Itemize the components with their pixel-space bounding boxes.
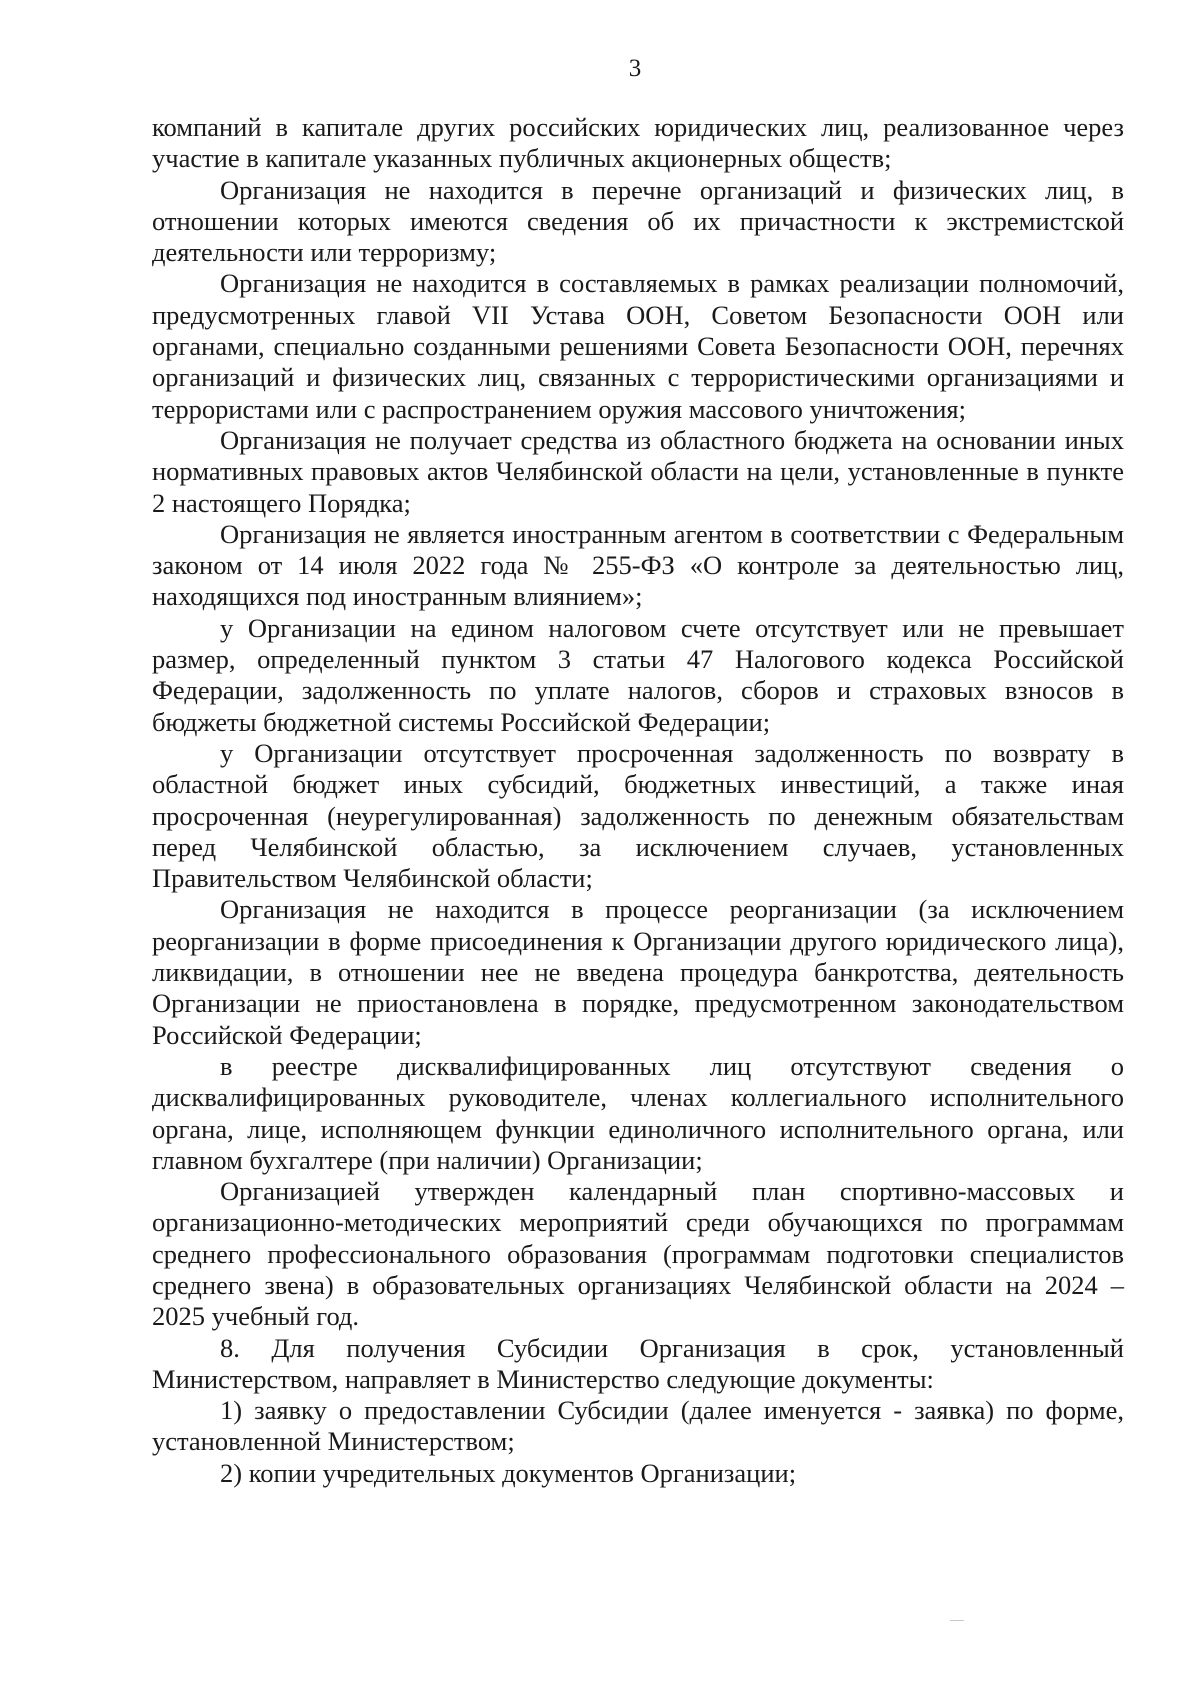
page-number: 3 (628, 55, 642, 82)
paragraph-continuation: компаний в капитале других российских юридических лиц, реализованное через участие в капитале указанных публичных акционерных обществ; (152, 112, 1124, 174)
paragraph-subitem-1: 1) заявку о предоставлении Субсидии (далее именуется - заявка) по форме, установленной Министерством; (152, 1395, 1124, 1457)
paragraph-extremism-list: Организация не находится в перечне организаций и физических лиц, в отношении которых имеются сведения об их причастности к экстремистской деятельности или терроризму; (152, 174, 1124, 268)
paragraph-reorganization: Организация не находится в процессе реорганизации (за исключением реорганизации в форме присоединения к Организации другого юридического лица), ликвидации, в отношении нее не введена процедура банкротства, деятельность Организации не приостановлена в порядке, предусмотренном законодательством Российской Федерации; (152, 894, 1124, 1050)
scan-mark (950, 1620, 964, 1621)
paragraph-calendar-plan: Организацией утвержден календарный план спортивно-массовых и организационно-методических мероприятий среди обучающихся по программам среднего профессионального образования (программам подготовки специалистов среднего звена) в образовательных организациях Челябинской области на 2024 – 2025 учебный год. (152, 1176, 1124, 1332)
paragraph-tax-debt: у Организации на едином налоговом счете отсутствует или не превышает размер, определенный пунктом 3 статьи 47 Налогового кодекса Российской Федерации, задолженность по уплате налогов, сборов и страховых взносов в бюджеты бюджетной системы Российской Федерации; (152, 612, 1124, 737)
paragraph-foreign-agent: Организация не является иностранным агентом в соответствии с Федеральным законом от 14 июля 2022 года № 255-ФЗ «О контроле за деятельностью лиц, находящихся под иностранным влиянием»; (152, 518, 1124, 612)
paragraph-disqualified-persons: в реестре дисквалифицированных лиц отсутствуют сведения о дисквалифицированных руководителе, членах коллегиального исполнительного органа, лице, исполняющем функции единоличного исполнительного органа, или главном бухгалтере (при наличии) Организации; (152, 1050, 1124, 1175)
paragraph-no-other-funding: Организация не получает средства из областного бюджета на основании иных нормативных правовых актов Челябинской области на цели, установленные в пункте 2 настоящего Порядка; (152, 424, 1124, 518)
paragraph-subitem-2: 2) копии учредительных документов Организации; (220, 1457, 797, 1488)
paragraph-un-sanctions: Организация не находится в составляемых в рамках реализации полномочий, предусмотренных главой VII Устава ООН, Советом Безопасности ООН или органами, специально созданными решениями Совета Безопасности ООН, перечнях организаций и физических лиц, связанных с террористическими организациями и террористами или с распространением оружия массового уничтожения; (152, 268, 1124, 424)
paragraph-item-8: 8. Для получения Субсидии Организация в срок, установленный Министерством, направляет в Министерство следующие документы: (152, 1332, 1124, 1394)
paragraph-overdue-debt: у Организации отсутствует просроченная задолженность по возврату в областной бюджет иных субсидий, бюджетных инвестиций, а также иная просроченная (неурегулированная) задолженность по денежным обязательствам перед Челябинской областью, за исключением случаев, установленных Правительством Челябинской области; (152, 737, 1124, 894)
document-body (152, 112, 1124, 1489)
